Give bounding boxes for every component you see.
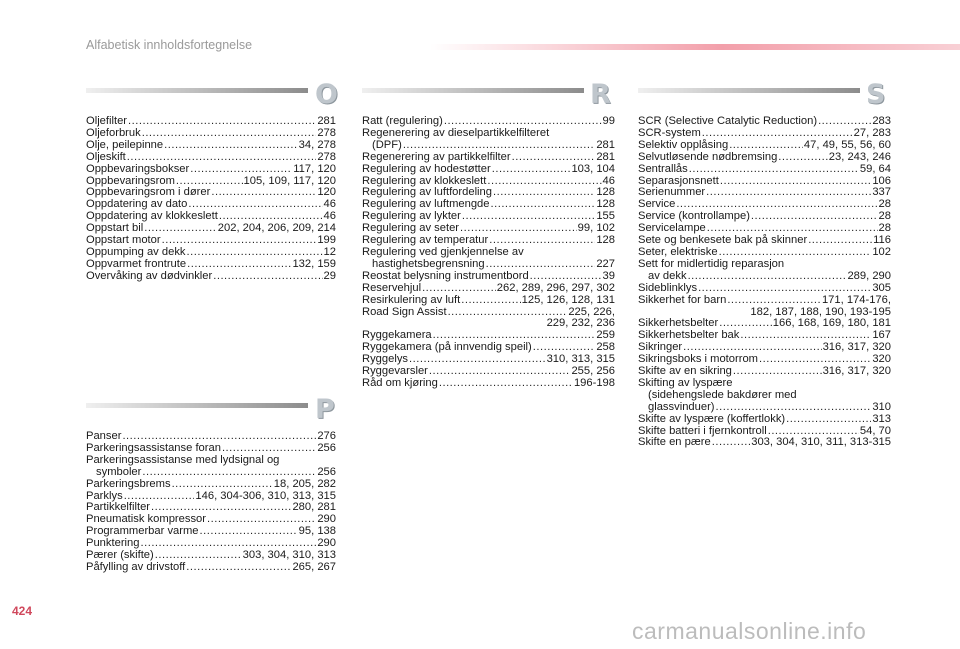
index-entry-pages: 303, 304, 310, 313 xyxy=(242,549,336,562)
section-p-rule xyxy=(86,403,308,408)
leader-dots xyxy=(716,402,872,414)
index-entry-pages: 132, 159 xyxy=(292,257,336,270)
index-entry-pages: 128 xyxy=(596,186,615,199)
index-entry-pages: 202, 204, 206, 209, 214 xyxy=(217,222,336,235)
index-entry xyxy=(86,467,336,479)
leader-dots xyxy=(688,271,847,283)
index-entry-label: Regulering av hodestøtter xyxy=(362,162,491,175)
index-entry-label: Oppdatering av klokkeslett xyxy=(86,210,218,223)
index-entry-label: Oppstart bil xyxy=(86,222,144,235)
leader-dots xyxy=(751,211,878,223)
index-entry-pages: 54, 70 xyxy=(859,424,891,437)
index-entry-pages: 47, 49, 55, 56, 60 xyxy=(803,138,891,151)
index-entry-pages: 146, 304-306, 310, 313, 315 xyxy=(195,489,336,502)
index-entry-label: Selektiv opplåsing xyxy=(638,138,729,151)
index-entry-pages: 95, 138 xyxy=(298,525,336,538)
index-entry xyxy=(638,283,891,295)
index-entry-pages: 99 xyxy=(602,115,615,127)
index-entry-label: SCR (Selective Catalytic Reduction) xyxy=(638,115,818,127)
index-entry xyxy=(638,152,891,164)
index-entry-label: glassvinduer) xyxy=(648,400,715,413)
index-entry-pages: 46 xyxy=(323,198,336,211)
index-entry-label: Regulering av luftmengde xyxy=(362,198,490,211)
index-entry-label: Ryggekamera xyxy=(362,329,432,342)
index-entry-pages: 46 xyxy=(323,210,336,223)
index-entry-label: Ryggelys xyxy=(362,353,409,366)
index-entry xyxy=(362,140,615,152)
leader-dots xyxy=(461,295,520,307)
leader-dots xyxy=(689,164,859,176)
index-entry-pages: 262, 289, 296, 297, 302 xyxy=(496,281,615,294)
index-entry-label: Oljeskift xyxy=(86,150,126,163)
index-entry-label: Punktering xyxy=(86,537,140,550)
index-entry-pages: 283 xyxy=(872,115,891,127)
index-entry xyxy=(362,164,615,176)
index-entry-label: Service xyxy=(638,198,676,211)
index-entry-pages: 281 xyxy=(317,115,336,127)
index-entry-label: Sikkerhet for barn xyxy=(638,293,727,306)
section-s-letter: S xyxy=(866,79,886,110)
index-entry-pages: 167 xyxy=(872,329,891,342)
index-entry-pages: 34, 278 xyxy=(298,138,336,151)
index-entry-pages: 310 xyxy=(872,400,891,413)
index-entry-pages: 227 xyxy=(596,257,615,270)
index-entry-pages: 171, 174-176, xyxy=(821,293,891,306)
page-header-title: Alfabetisk innholdsfortegnelse xyxy=(86,38,253,52)
index-entry-pages: 116 xyxy=(873,234,891,247)
index-entry-label: Overvåking av dødvinkler xyxy=(86,269,213,282)
index-entry xyxy=(362,378,615,390)
index-list-r xyxy=(362,116,615,390)
index-entry xyxy=(638,187,891,199)
index-entry-label: Seter, elektriske xyxy=(638,245,718,258)
index-entry-pages: 125, 126, 128, 131 xyxy=(521,293,615,306)
index-entry-pages: 313 xyxy=(872,412,891,425)
index-entry-pages: 290 xyxy=(317,513,336,526)
index-entry xyxy=(638,271,891,283)
index-entry-label: Sett for midlertidig reparasjon xyxy=(638,257,785,270)
index-entry-pages: 305 xyxy=(872,281,891,294)
index-entry-label: Oppumping av dekk xyxy=(86,245,186,258)
index-entry-pages: 128 xyxy=(596,198,615,211)
index-entry-pages: 166, 168, 169, 180, 181 xyxy=(772,317,891,330)
leader-dots xyxy=(403,140,596,152)
index-entry-pages-continued: 182, 187, 188, 190, 193-195 xyxy=(750,305,891,318)
index-entry-label: Sikringsboks i motorrom xyxy=(638,353,758,366)
index-entry-pages: 255, 256 xyxy=(571,365,615,378)
index-entry xyxy=(638,414,891,426)
index-entry xyxy=(86,164,336,176)
index-entry-pages: 28 xyxy=(878,210,891,223)
index-entry xyxy=(86,479,336,491)
leader-dots xyxy=(486,259,596,271)
index-entry-pages-continued: 229, 232, 236 xyxy=(546,317,615,330)
index-entry-pages: 28 xyxy=(878,198,891,211)
index-entry-pages: 99, 102 xyxy=(577,222,615,235)
leader-dots xyxy=(211,187,316,199)
index-entry-pages: 281 xyxy=(596,150,615,163)
leader-dots xyxy=(164,140,298,152)
index-entry-pages: 316, 317, 320 xyxy=(822,365,891,378)
index-entry-pages: 316, 317, 320 xyxy=(822,341,891,354)
leader-dots xyxy=(200,526,298,538)
index-entry xyxy=(362,271,615,283)
index-entry-label: hastighetsbegrensning xyxy=(372,257,485,270)
index-entry-label: Regulering av lykter xyxy=(362,210,461,223)
index-entry-label: Ryggevarsler xyxy=(362,365,428,378)
index-entry-label: Skifte en pære xyxy=(638,436,711,449)
index-list-s xyxy=(638,116,891,449)
section-r-rule xyxy=(362,88,584,93)
leader-dots xyxy=(190,164,292,176)
leader-dots xyxy=(186,562,291,574)
index-entry-label: Skifting av lyspære xyxy=(638,376,733,389)
index-entry-label: Oppdatering av dato xyxy=(86,198,188,211)
index-entry-pages: 276 xyxy=(317,430,336,442)
index-entry-label: SCR-system xyxy=(638,126,701,139)
index-entry-label: av dekk xyxy=(648,269,687,282)
section-o-rule xyxy=(86,88,308,93)
index-entry xyxy=(86,152,336,164)
index-entry-label: Oppvarmet frontrute xyxy=(86,257,187,270)
index-entry-pages: 259 xyxy=(596,329,615,342)
index-entry-pages: 225, 226, xyxy=(568,305,615,318)
index-entry-pages: 18, 205, 282 xyxy=(273,477,336,490)
section-o-letter: O xyxy=(315,79,338,110)
leader-dots xyxy=(706,187,871,199)
leader-dots xyxy=(429,366,571,378)
leader-dots xyxy=(729,140,803,152)
index-entry-pages: 196-198 xyxy=(573,376,615,389)
leader-dots xyxy=(172,479,273,491)
index-entry-pages: 59, 64 xyxy=(859,162,891,175)
index-entry-label: Skifte av lyspære (koffertlokk) xyxy=(638,412,786,425)
index-entry-pages: 23, 243, 246 xyxy=(828,150,891,163)
index-entry-label: Oppstart motor xyxy=(86,234,161,247)
index-entry-label: Panser xyxy=(86,430,122,442)
page-number: 424 xyxy=(12,604,33,618)
index-entry-label: Sete og benkesete bak på skinner xyxy=(638,234,808,247)
index-entry xyxy=(638,295,891,307)
leader-dots xyxy=(439,378,573,390)
index-entry-pages: 27, 283 xyxy=(853,126,891,139)
index-entry-label: Råd om kjøring xyxy=(362,376,438,389)
index-entry-label: Regulering av luftfordeling xyxy=(362,186,492,199)
index-entry-label: (DPF) xyxy=(372,138,402,151)
index-entry-label: Olje, peilepinne xyxy=(86,138,164,151)
leader-dots xyxy=(786,414,871,426)
section-s-rule xyxy=(638,88,860,93)
index-entry-pages: 303, 304, 310, 311, 313-315 xyxy=(751,436,891,449)
index-entry xyxy=(362,259,615,271)
index-entry-label: Ratt (regulering) xyxy=(362,115,443,127)
index-entry-pages: 290 xyxy=(317,537,336,550)
leader-dots xyxy=(127,152,317,164)
index-entry-label: Sikringer xyxy=(638,341,683,354)
index-entry-label: Resirkulering av luft xyxy=(362,293,461,306)
index-entry-label: Programmerbar varme xyxy=(86,525,199,538)
header-accent-bar xyxy=(430,44,960,50)
index-entry-pages: 106 xyxy=(872,174,891,187)
index-entry-label: Separasjonsnett xyxy=(638,174,719,187)
index-entry xyxy=(638,437,891,449)
index-entry-pages: 281 xyxy=(596,138,615,151)
index-entry-label: Parkeringsassistanse foran xyxy=(86,441,221,454)
leader-dots xyxy=(142,128,317,140)
index-entry-pages: 117, 120 xyxy=(293,162,336,175)
leader-dots xyxy=(128,116,316,128)
index-entry-label: Oppbevaringsbokser xyxy=(86,162,190,175)
leader-dots xyxy=(720,176,871,188)
index-entry-label: Regulering av seter xyxy=(362,222,460,235)
index-entry-pages: 102 xyxy=(872,245,891,258)
index-entry-label: Oppbevaringsrom xyxy=(86,174,175,187)
index-entry-pages: 258 xyxy=(596,341,615,354)
index-entry-label: Oljeforbruk xyxy=(86,126,141,139)
index-list-o xyxy=(86,116,336,283)
index-entry xyxy=(362,152,615,164)
index-entry-pages: 39 xyxy=(602,269,615,282)
index-entry-label: (sidehengslede bakdører med xyxy=(648,388,797,401)
leader-dots xyxy=(778,152,827,164)
index-entry-label: Sikkerhetsbelter xyxy=(638,317,719,330)
leader-dots xyxy=(487,176,601,188)
index-entry-pages: 310, 313, 315 xyxy=(546,353,615,366)
index-entry-pages: 256 xyxy=(317,441,336,454)
index-entry xyxy=(86,562,336,574)
index-list-p xyxy=(86,431,336,574)
index-entry-pages: 320 xyxy=(872,353,891,366)
leader-dots xyxy=(492,164,571,176)
index-entry-label: Sideblinklys xyxy=(638,281,698,294)
index-entry-label: Partikkelfilter xyxy=(86,501,151,514)
index-entry-pages: 256 xyxy=(317,465,336,478)
index-entry-label: Service (kontrollampe) xyxy=(638,210,750,223)
index-entry-label: Parklys xyxy=(86,489,123,502)
index-entry-label: Påfylling av drivstoff xyxy=(86,560,186,573)
index-entry-pages: 280, 281 xyxy=(292,501,336,514)
index-entry-label: Regenerering av partikkelfilter xyxy=(362,150,511,163)
index-entry-label: Reostat belysning instrumentbord xyxy=(362,269,529,282)
index-entry-label: Ryggekamera (på innvendig speil) xyxy=(362,341,532,354)
index-entry-pages: 337 xyxy=(872,186,891,199)
section-r-letter: R xyxy=(590,79,611,110)
leader-dots xyxy=(409,354,546,366)
index-entry-pages: 105, 109, 117, 120 xyxy=(243,174,336,187)
index-entry-label: Regulering av temperatur xyxy=(362,234,489,247)
leader-dots xyxy=(187,259,291,271)
index-entry-pages: 278 xyxy=(317,150,336,163)
index-entry-pages: 46 xyxy=(602,174,615,187)
index-entry-pages: 278 xyxy=(317,126,336,139)
index-entry-label: Regulering av klokkeslett xyxy=(362,174,487,187)
section-p-letter: P xyxy=(315,394,335,425)
leader-dots xyxy=(733,366,822,378)
leader-dots xyxy=(808,235,872,247)
index-entry-label: Pneumatisk kompressor xyxy=(86,513,206,526)
index-entry xyxy=(638,164,891,176)
index-entry-pages: 199 xyxy=(317,234,336,247)
index-entry-label: Selvutløsende nødbremsing xyxy=(638,150,778,163)
leader-dots xyxy=(698,283,871,295)
index-entry-pages: 12 xyxy=(323,245,336,258)
leader-dots xyxy=(422,283,496,295)
leader-dots xyxy=(727,295,821,307)
index-entry-pages: 265, 267 xyxy=(292,560,336,573)
index-entry-label: Reservehjul xyxy=(362,281,422,294)
index-entry-pages: 289, 290 xyxy=(847,269,891,282)
index-entry xyxy=(638,402,891,414)
index-entry-pages: 28 xyxy=(878,222,891,235)
index-entry-label: Sentrallås xyxy=(638,162,688,175)
index-entry-pages: 120 xyxy=(317,186,336,199)
index-entry-pages: 128 xyxy=(596,234,615,247)
index-entry xyxy=(86,271,336,283)
index-entry-label: symboler xyxy=(96,465,142,478)
index-entry-pages: 155 xyxy=(596,210,615,223)
index-entry-label: Road Sign Assist xyxy=(362,305,447,318)
index-entry-label: Serienummer xyxy=(638,186,706,199)
leader-dots xyxy=(142,467,316,479)
leader-dots xyxy=(530,271,602,283)
index-entry-label: Sikkerhetsbelter bak xyxy=(638,329,740,342)
index-entry-label: Oppbevaringsrom i dører xyxy=(86,186,211,199)
leader-dots xyxy=(712,437,750,449)
index-entry xyxy=(86,140,336,152)
leader-dots xyxy=(512,152,596,164)
index-entry-pages: 103, 104 xyxy=(571,162,615,175)
watermark: carmanualsonline.info xyxy=(632,618,867,644)
index-entry-label: Parkeringsbrems xyxy=(86,477,171,490)
index-entry xyxy=(638,140,891,152)
index-entry-label: Oljefilter xyxy=(86,115,128,127)
leader-dots xyxy=(462,211,595,223)
index-entry-label: Parkeringsassistanse med lydsignal og xyxy=(86,453,280,466)
index-entry-pages: 29 xyxy=(323,269,336,282)
index-entry xyxy=(362,295,615,307)
index-entry-label: Regenerering av dieselpartikkelfilteret xyxy=(362,126,550,139)
index-entry-label: Pærer (skifte) xyxy=(86,549,154,562)
leader-dots xyxy=(493,187,595,199)
index-entry xyxy=(362,283,615,295)
index-entry-label: Regulering ved gjenkjennelse av xyxy=(362,245,524,258)
index-entry-label: Servicelampe xyxy=(638,222,706,235)
index-entry-label: Skifte av en sikring xyxy=(638,365,732,378)
index-entry-label: Skifte batteri i fjernkontroll xyxy=(638,424,767,437)
leader-dots xyxy=(491,199,596,211)
index-entry xyxy=(86,259,336,271)
leader-dots xyxy=(213,271,322,283)
